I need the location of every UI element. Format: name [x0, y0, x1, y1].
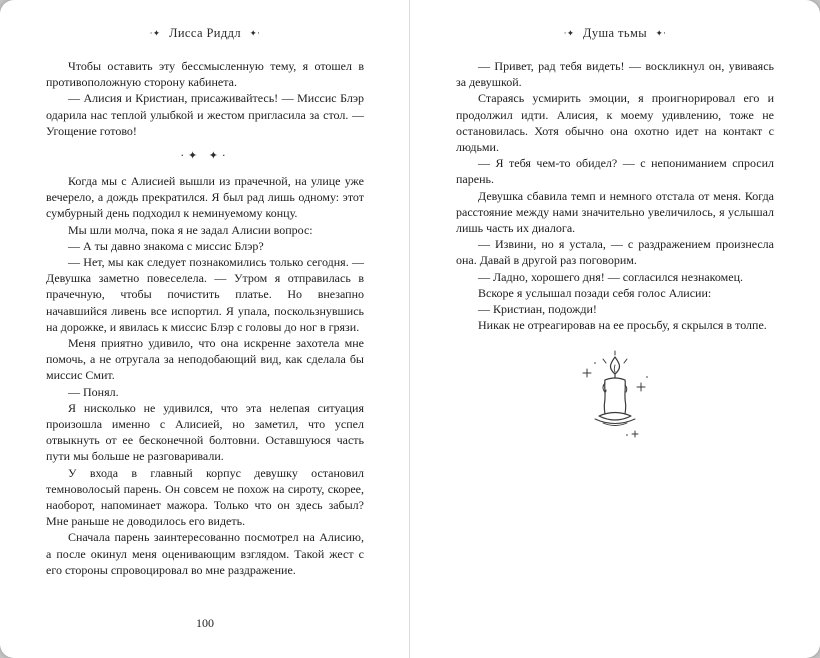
paragraph: Чтобы оставить эту бессмысленную тему, я отошел в противоположную сторону кабинета. — [46, 59, 364, 90]
left-page-text-before-divider — [46, 58, 364, 139]
header-ornament-left-icon: ·✦ — [563, 29, 575, 39]
paragraph: — Понял. — [68, 384, 119, 399]
header-ornament-left-icon: ·✦ — [149, 29, 161, 39]
header-ornament-right-icon: ✦· — [655, 29, 667, 39]
paragraph: Меня приятно удивило, что она искренне захотела мне помочь, а не отругала за неподобающий вид, как сделала бы миссис Смит. — [46, 336, 364, 383]
running-head-title: Душа тьмы — [582, 26, 648, 40]
candle-illustration-icon — [573, 349, 657, 441]
paragraph: — Кристиан, подожди! — [478, 302, 597, 317]
paragraph: Девушка сбавила темп и немного отстала от меня. Когда расстояние между нами значительно увеличилось, я услышал лишь часть их диалога. — [456, 188, 774, 236]
paragraph: — Извини, но я устала, — с раздражением произнесла она. Давай в другой раз поговорим. — [456, 237, 774, 268]
paragraph: Мы шли молча, пока я не задал Алисии вопрос: — [68, 222, 313, 237]
paragraph: Когда мы с Алисией вышли из прачечной, на улице уже вечерело, а дождь прекратился. Я был рад лишь одному: этот сумбурный день подходил к неминуемому концу. — [46, 174, 364, 221]
running-head-author: Лисса Риддл — [168, 26, 242, 40]
paragraph: Сначала парень заинтересованно посмотрел на Алисию, а после окинул меня оценивающим взглядом. Такой жест с его стороны спровоцировал во мне раздражение. — [46, 530, 364, 577]
running-head-author-row — [46, 26, 364, 41]
section-divider-ornament-icon: ·✦ ✦· — [180, 149, 230, 163]
left-page-text-after-divider — [46, 173, 364, 578]
paragraph: Я нисколько не удивился, что эта нелепая ситуация произошла именно с Алисией, но заметил, что успел отвыкнуть от ее бесконечной болтовни. Оставшуюся часть пути мы больше не разговаривали. — [46, 400, 364, 464]
header-ornament-right-icon: ✦· — [249, 29, 261, 39]
illustration-container — [456, 349, 774, 446]
right-page-text — [456, 58, 774, 333]
paragraph: — Нет, мы как следует познакомились только сегодня. — Девушка заметно повеселела. — Утром я отправилась в прачечную, чтобы почистить платье. Но внезапно начавшийся ливень все испортил. Я упала, поскользнувшись на дорожке, и явилась к миссис Блэр с головы до ног в грязи. — [46, 255, 364, 334]
paragraph: — А ты давно знакома с миссис Блэр? — [68, 238, 264, 253]
paragraph: — Алисия и Кристиан, присаживайтесь! — Миссис Блэр одарила нас теплой улыбкой и жестом пригласила за стол. — Угощение готово! — [46, 91, 364, 138]
paragraph: — Ладно, хорошего дня! — согласился незнакомец. — [478, 269, 744, 284]
paragraph: — Я тебя чем-то обидел? — с непониманием спросил парень. — [456, 156, 774, 187]
running-head-title-row — [456, 26, 774, 41]
right-page — [410, 0, 820, 658]
paragraph: Никак не отреагировав на ее просьбу, я скрылся в толпе. — [478, 318, 767, 333]
paragraph: Вскоре я услышал позади себя голос Алисии: — [478, 285, 712, 300]
page-number: 100 — [196, 616, 214, 630]
paragraph: Стараясь усмирить эмоции, я проигнорировал его и продолжил идти. Алисия, к моему удивлению, тоже не остановилась. Хотя обычно она охотно идет на контакт с людьми. — [456, 91, 774, 155]
paragraph: У входа в главный корпус девушку остановил темноволосый парень. Он совсем не похож на сироту, скорее, наоборот, напоминает мажора. Только что он здесь забыл? Мне раньше не доводилось его видеть. — [46, 465, 364, 529]
paragraph: — Привет, рад тебя видеть! — воскликнул он, увиваясь за девушкой. — [456, 59, 774, 90]
